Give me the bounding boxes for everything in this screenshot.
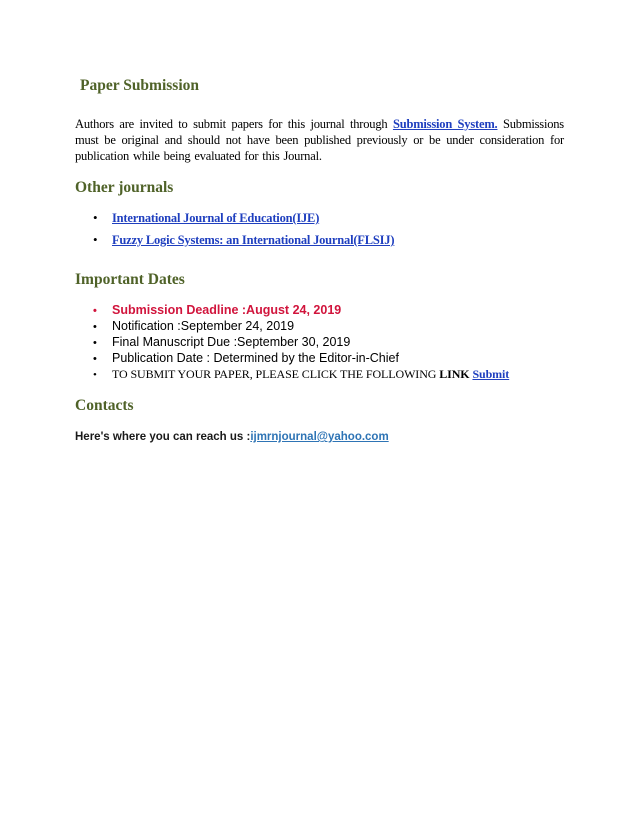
list-item <box>93 366 564 382</box>
paper-submission-heading: Paper Submission <box>80 77 200 94</box>
paragraph-text-before: Authors are invited to submit papers for this journal through <box>75 117 393 131</box>
contact-line <box>75 431 564 443</box>
email-link[interactable]: ijmrnjournal@yahoo.com <box>250 431 389 443</box>
list-item <box>93 318 564 334</box>
list-item <box>93 350 564 366</box>
publication-date: Publication Date : Determined by the Editor-in-Chief <box>112 351 399 365</box>
list-item <box>93 334 564 350</box>
submit-instruction: TO SUBMIT YOUR PAPER, PLEASE CLICK THE FOLLOWING <box>112 367 440 381</box>
contacts-heading: Contacts <box>75 397 134 414</box>
bullet-icon: • <box>93 353 97 365</box>
bullet-icon: • <box>93 321 97 333</box>
other-journals-heading: Other journals <box>75 179 174 196</box>
bullet-icon: • <box>93 210 98 225</box>
link-word: LINK <box>439 367 470 381</box>
important-dates-heading: Important Dates <box>75 271 185 288</box>
final-manuscript-date: Final Manuscript Due :September 30, 2019 <box>112 335 351 349</box>
submit-link[interactable]: Submit <box>472 367 510 381</box>
paper-submission-paragraph <box>75 116 564 164</box>
journal-link-ije[interactable]: International Journal of Education(IJE) <box>112 211 320 225</box>
contact-text: Here's where you can reach us : <box>75 431 251 443</box>
submission-deadline: Submission Deadline :August 24, 2019 <box>112 303 342 317</box>
list-item <box>93 231 564 253</box>
bullet-icon: • <box>93 305 97 317</box>
list-item <box>93 209 564 231</box>
journal-link-flsij[interactable]: Fuzzy Logic Systems: an International Journal(FLSIJ) <box>112 233 395 247</box>
other-journals-list <box>75 209 564 253</box>
submission-system-link[interactable]: Submission System. <box>392 117 498 131</box>
bullet-icon: • <box>93 337 97 349</box>
paragraph-text-after: Submissions must be original and should not have been published previously or be under consideration for publication while being evaluated for this Journal. <box>75 117 564 163</box>
bullet-icon: • <box>93 369 97 381</box>
bullet-icon: • <box>93 232 98 247</box>
list-item <box>93 302 564 318</box>
important-dates-list <box>75 302 564 382</box>
notification-date: Notification :September 24, 2019 <box>112 319 295 333</box>
